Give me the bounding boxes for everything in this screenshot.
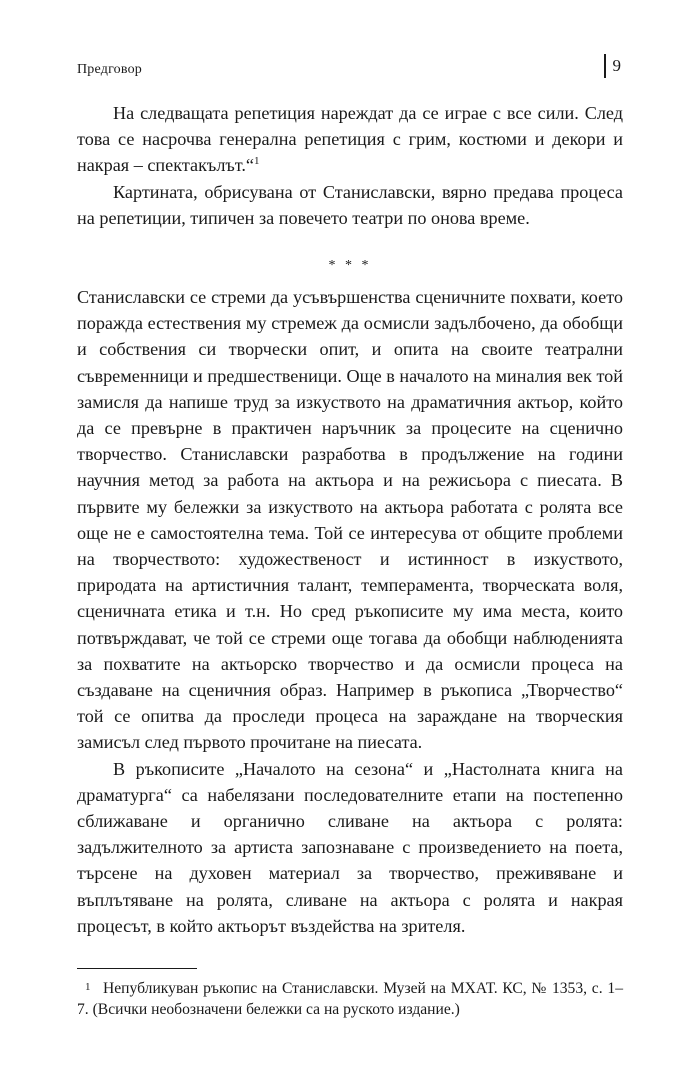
paragraph-text: На следващата репетиция нареждат да се играе с все сили. След това се насрочва генерална репетиция с грим, костюми и декори и накрая – спектакълът.“	[77, 103, 623, 176]
main-text-block	[77, 284, 623, 939]
section-separator: * * *	[328, 258, 372, 273]
paragraph: Станиславски се стреми да усъвършенства сценичните похвати, което поражда естествения му стремеж да осмисли задълбочено, да обобщи и собствения си творчески опит, и опита на своите театрални съвременници и предшественици. Още в началото на миналия век той замисля да напише труд за изкуството на драматичния актьор, който да се превърне в практичен наръчник за процесите на сценично творчество. Станиславски разработва в продължение на години научния метод за работа на актьора и на режисьора с пиесата. В първите му бележки за изкуството на актьора работата с ролята все още не е самостоятелна тема. Той се интересува от общите проблеми на творчеството: художественост и истинност в изкуството, природата на артистичния талант, темперамента, творческата воля, сценичната етика и т.н. Но сред ръкописите му има места, които потвърждават, че той се стреми още тогава да обобщи наблюденията за похватите на актьорско творчество и да осмисли процеса на създаване на сценичния образ. Например в ръкописа „Творчество“ той се опитва да проследи процеса на зараждане на творческия замисъл след първото прочитане на пиесата.	[77, 287, 623, 753]
footnote-mark: 1	[85, 981, 91, 993]
page-number: 9	[612, 56, 621, 75]
footnote-divider	[77, 968, 197, 969]
paragraph	[77, 100, 623, 179]
page-number-rule	[604, 54, 606, 78]
running-head-title: Предговор	[77, 62, 142, 77]
paragraph: Картината, обрисувана от Станиславски, вярно предава процеса на репетиции, типичен за повечето театри по онова време.	[77, 181, 623, 228]
top-text-block	[77, 100, 623, 231]
footnote-reference: 1	[254, 155, 260, 168]
footnote-text: Непубликуван ръкопис на Станиславски. Музей на МХАТ. КС, № 1353, с. 1–7. (Всички необозначени бележки са на руското издание.)	[77, 980, 623, 1018]
footnote	[77, 978, 623, 1020]
page-number-block	[604, 51, 621, 81]
paragraph: В ръкописите „Началото на сезона“ и „Настолната книга на драматурга“ са набелязани последователните етапи на постепенно сближаване и органично сливане на актьора с ролята: задължителното за артиста запознаване с произведението на поета, търсене на духовен материал за творчество, преживяване и въплътяване на ролята, сливане на актьора с ролята и накрая процесът, в който актьорът въздейства на зрителя.	[77, 758, 623, 936]
